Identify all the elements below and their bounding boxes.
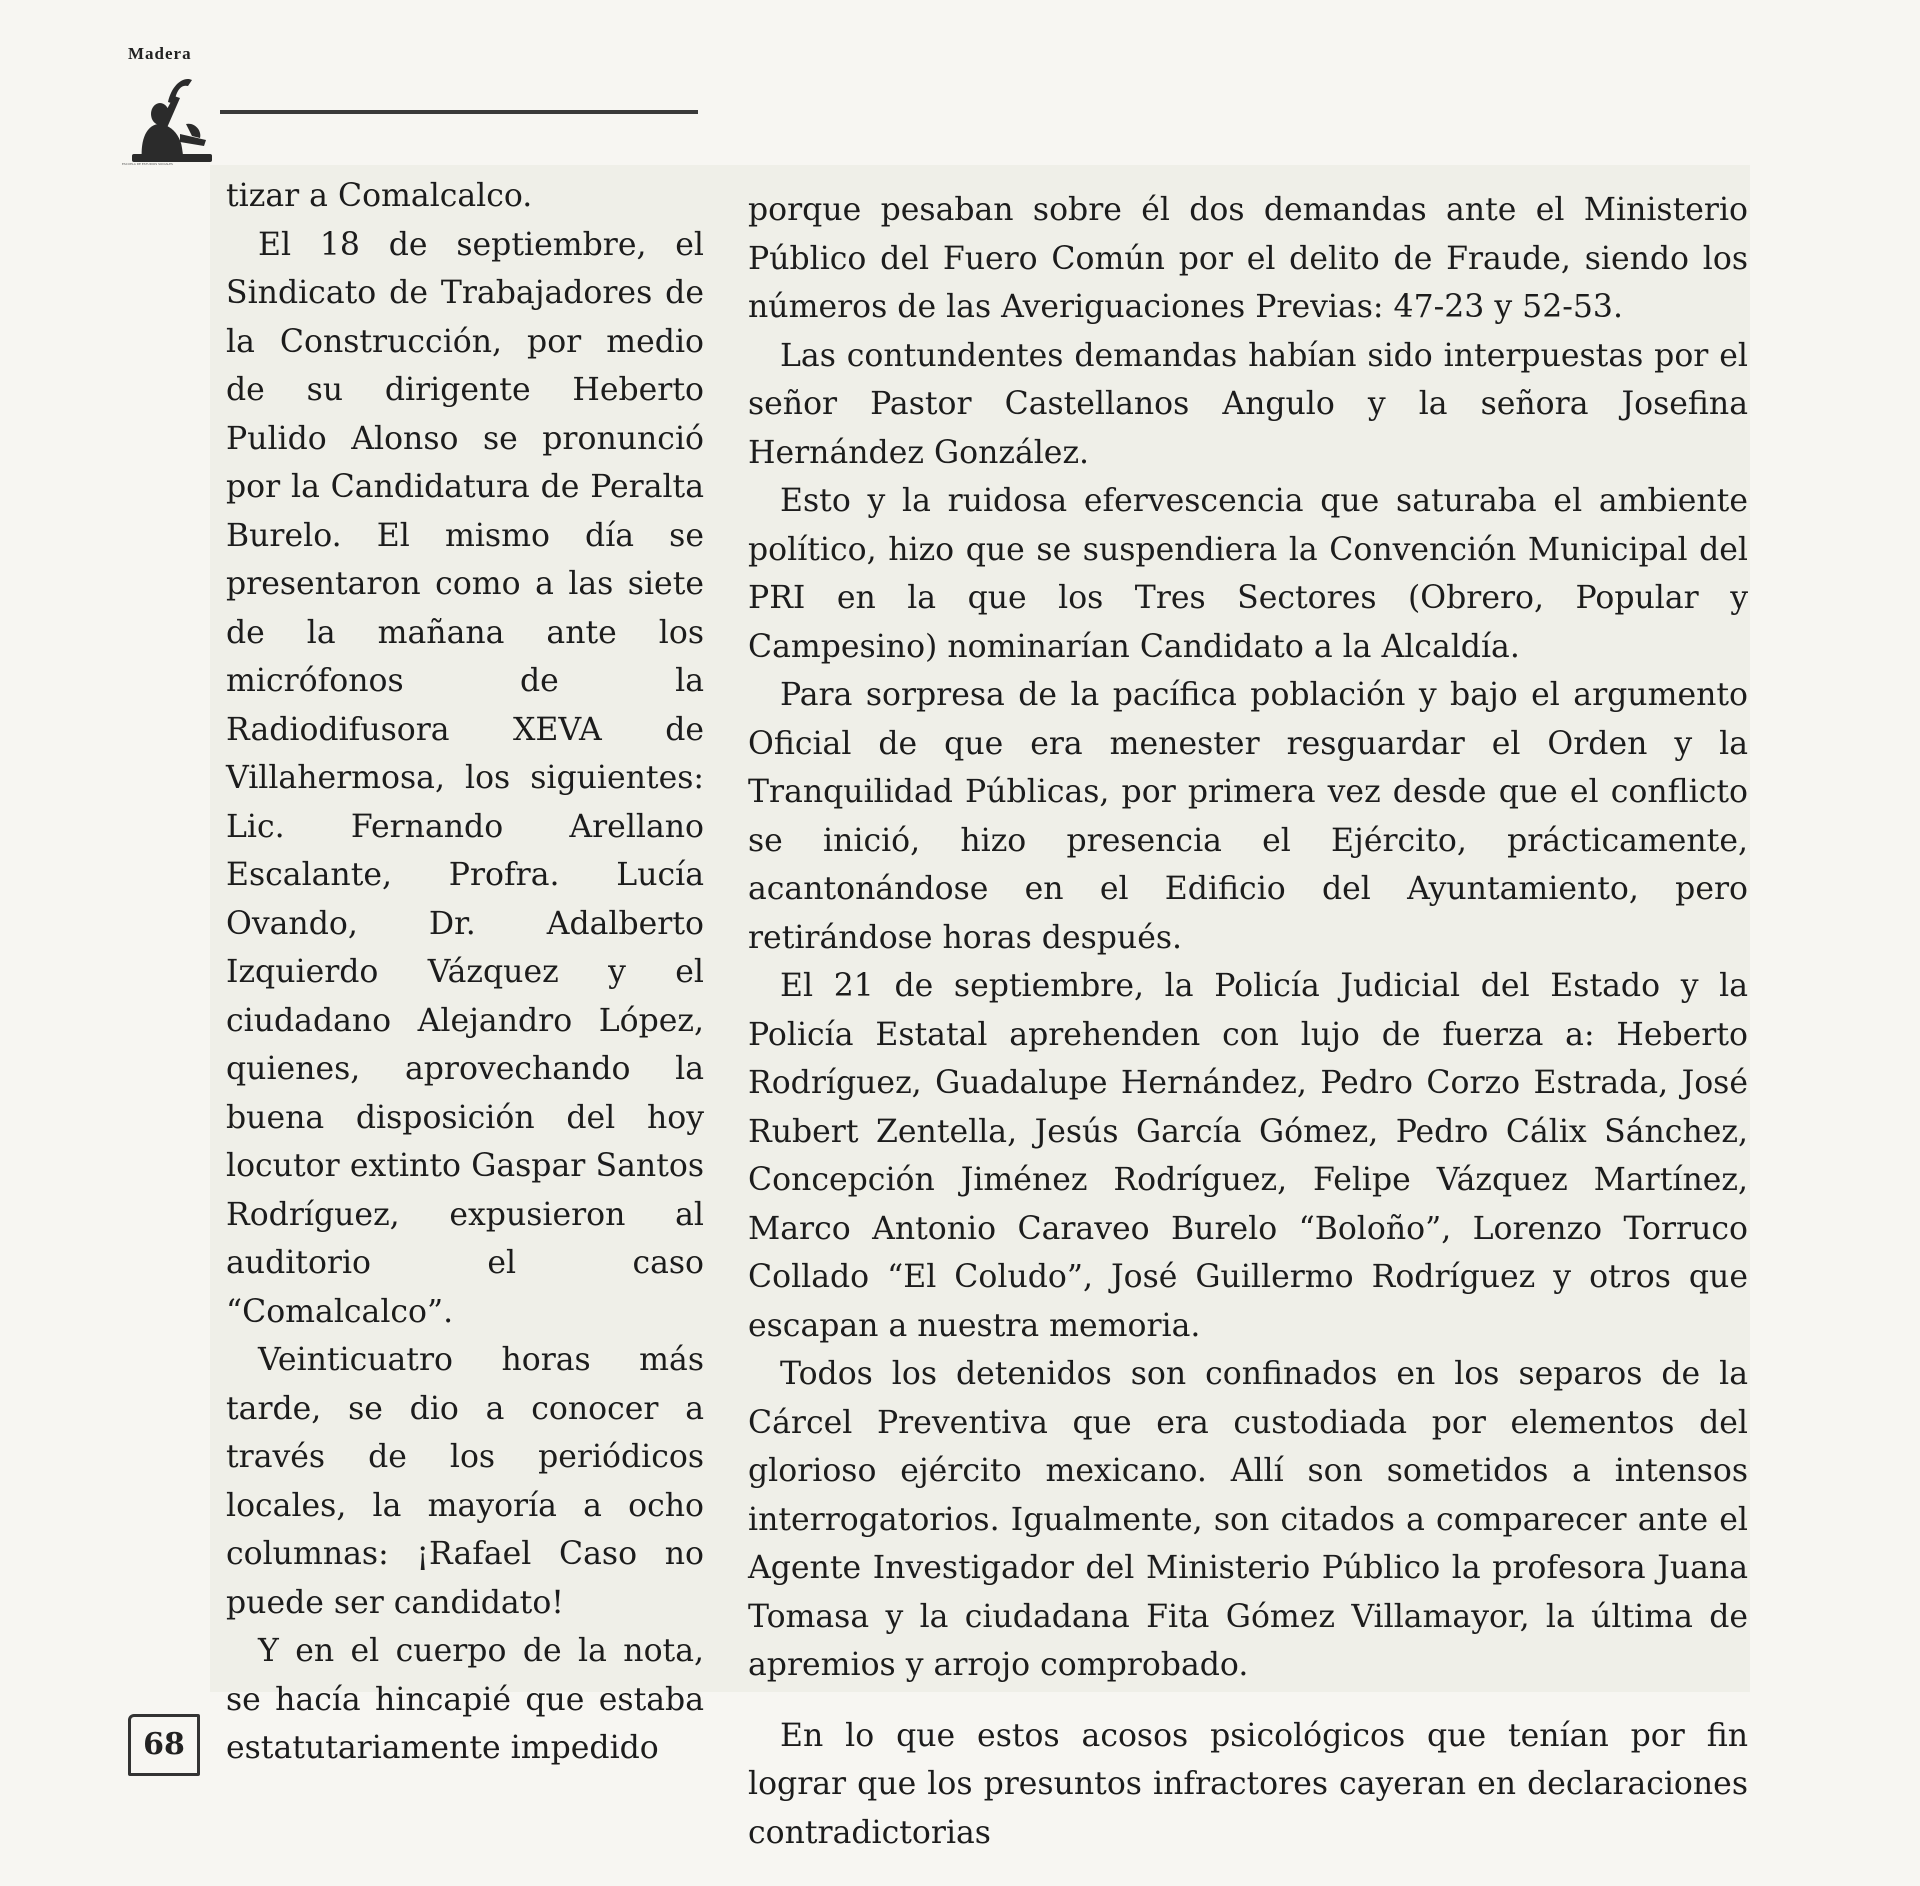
right-paragraph-5: El 21 de septiembre, la Policía Judicial del Estado y la Policía Estatal aprehenden con lujo de fuerza a: Heberto Rodríguez, Guadalupe Hernández, Pedro Corzo Estrada, José Rubert Zentella, Jesús García Gómez, Pedro Cálix Sánchez, Concepción Jiménez Rodríguez, Felipe Vázquez Martínez, Marco Antonio Caraveo Burelo “Boloño”, Lorenzo Torruco Collado “El Coludo”, José Guillermo Rodríguez y otros que escapan a nuestra memoria.	[748, 968, 1748, 1344]
right-paragraph-2: Las contundentes demandas habían sido interpuestas por el señor Pastor Castellanos Angulo y la señora Josefina Hernández González.	[748, 337, 1748, 471]
right-paragraph-1: porque pesaban sobre él dos demandas ante el Ministerio Público del Fuero Común por el delito de Fraude, siendo los números de las Averiguaciones Previas: 47-23 y 52-53.	[748, 192, 1748, 325]
right-paragraph-6: Todos los detenidos son confinados en los separos de la Cárcel Preventiva que era custodiada por elementos del glorioso ejército mexicano. Allí son sometidos a intensos interrogatorios. Igualmente, son citados a comparecer ante el Agente Investigador del Ministerio Público la profesora Juana Tomasa y la ciudadana Fita Gómez Villamayor, la última de apremios y arrojo comprobado.	[748, 1356, 1748, 1683]
header-rule	[220, 110, 698, 114]
page-number: 68	[128, 1714, 200, 1776]
logo-wordmark: Madera	[128, 44, 192, 63]
logo-caption: ESCUELA DE ESTUDIOS SOCIALES	[122, 162, 173, 166]
right-paragraph-4: Para sorpresa de la pacífica población y bajo el argumento Oficial de que era menester resguardar el Orden y la Tranquilidad Públicas, por primera vez desde que el conflicto se inició, hizo presencia el Ejército, prácticamente, acantonándose en el Edificio del Ayuntamiento, pero retirándose horas después.	[748, 677, 1748, 956]
right-paragraph-3: Esto y la ruidosa efervescencia que saturaba el ambiente político, hizo que se suspendiera la Convención Municipal del PRI en la que los Tres Sectores (Obrero, Popular y Campesino) nominarían Candidato a la Alcaldía.	[748, 483, 1748, 665]
right-column	[748, 186, 1748, 1851]
left-paragraph-2: El 18 de septiembre, el Sindicato de Trabajadores de la Construcción, por medio de su dirigente Heberto Pulido Alonso se pronunció por la Candidatura de Peralta Burelo. El mismo día se presentaron como a las siete de la mañana ante los micrófonos de la Radiodifusora XEVA de Villahermosa, los siguientes: Lic. Fernando Arellano Escalante, Profra. Lucía Ovando, Dr. Adalberto Izquierdo Vázquez y el ciudadano Alejandro López, quienes, aprovechando la buena disposición del hoy locutor extinto Gaspar Santos Rodríguez, expusieron al auditorio el caso “Comalcalco”.	[226, 226, 704, 1330]
logo-figure-image	[122, 44, 218, 174]
magazine-logo	[122, 44, 218, 174]
left-column	[226, 172, 704, 1766]
left-paragraph-3: Veinticuatro horas más tarde, se dio a conocer a través de los periódicos locales, la mayoría a ocho columnas: ¡Rafael Caso no puede ser candidato!	[226, 1342, 704, 1621]
right-paragraph-7: En lo que estos acosos psicológicos que tenían por fin lograr que los presuntos infractores cayeran en declaraciones contradictorias	[748, 1717, 1748, 1851]
left-paragraph-4: Y en el cuerpo de la nota, se hacía hincapié que estaba estatutariamente impedido	[226, 1633, 704, 1766]
left-paragraph-1: tizar a Comalcalco.	[226, 178, 533, 214]
